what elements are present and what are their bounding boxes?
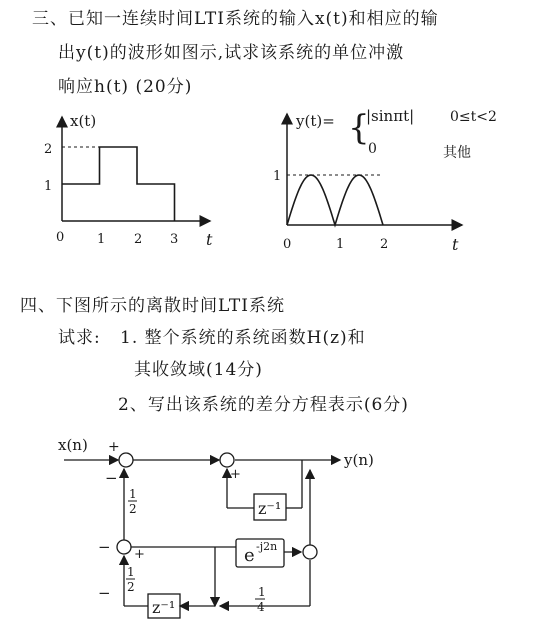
block-diagram-labels [58,436,374,617]
yt-graph [273,107,497,254]
quarter-gain-num: 1 [258,585,266,599]
xt-xtick-1: 1 [97,232,106,247]
exp-sup: -j2n [256,540,278,553]
half-gain-upper-num: 1 [129,487,137,501]
z-inv-lower: z⁻¹ [152,598,176,617]
xt-xtick-3: 3 [170,232,179,247]
xt-waveform [62,147,175,221]
minus-sum1: − [105,469,118,487]
yt-xtick-1: 1 [336,237,345,252]
problem4-title: 四、下图所示的离散时间LTI系统 [20,296,285,316]
half-gain-lower-den: 2 [127,580,135,594]
xt-xtick-0: 0 [56,230,65,245]
summer-3 [117,540,131,554]
summer-4 [303,545,317,559]
yt-case2-expr: 0 [368,141,377,157]
minus-left-bottom: − [98,584,111,602]
exp-base: e [244,545,255,566]
problem4-question-1a: 1. 整个系统的系统函数H(z)和 [120,328,366,348]
problem4-question-1b: 其收敛域(14分) [134,360,263,380]
yt-brace: { [348,108,370,148]
plus-sum2: + [230,467,241,482]
problem3-line2: 出y(t)的波形如图示,试求该系统的单位冲激 [58,43,405,63]
summer-1 [119,453,133,467]
xt-xlabel: t [206,230,213,249]
yt-waveform [287,175,383,225]
yt-xtick-2: 2 [380,237,389,252]
output-label: y(n) [344,451,374,469]
problem3-line1: 三、已知一连续时间LTI系统的输入x(t)和相应的输 [32,9,439,29]
summer-2 [220,453,234,467]
problem3-line3: 响应h(t) (20分) [58,77,193,97]
yt-case2-cond: 其他 [443,145,471,161]
half-gain-lower-num: 1 [127,565,135,579]
half-gain-upper-den: 2 [129,502,137,516]
z-inv-upper: z⁻¹ [258,499,282,518]
plus-sum1: + [108,439,120,455]
plus-sum3: + [134,547,145,562]
xt-ylabel: x(t) [70,112,97,130]
input-label: x(n) [58,436,88,454]
yt-xtick-0: 0 [283,237,292,252]
yt-case1-expr: |sinπt| [366,107,415,125]
yt-ytick-1: 1 [273,169,282,184]
xt-graph [44,112,213,249]
yt-case1-cond: 0≤t<2 [450,109,497,125]
yt-def-lhs: y(t)= [296,112,335,130]
xt-ytick-1: 1 [44,179,53,194]
xt-ytick-2: 2 [44,142,53,157]
xt-xtick-2: 2 [134,232,143,247]
quarter-gain-den: 4 [257,600,265,614]
problem4-question-2: 2、写出该系统的差分方程表示(6分) [118,395,409,415]
minus-sum3: − [98,538,111,556]
problem4-question-label: 试求: [58,328,101,348]
yt-xlabel: t [452,235,459,254]
